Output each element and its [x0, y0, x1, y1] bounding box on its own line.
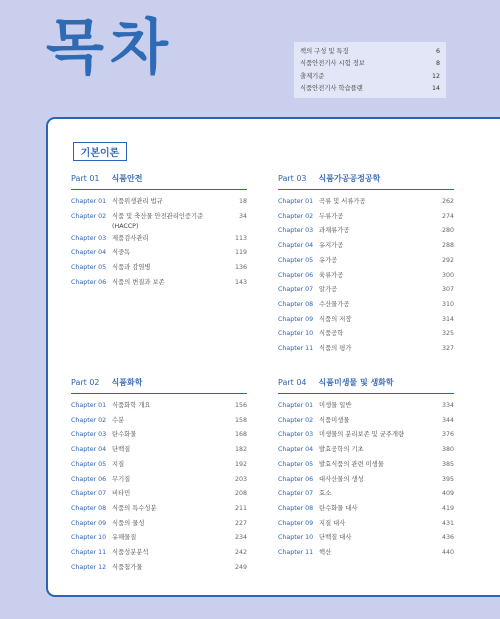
- chapter-page: 385: [441, 460, 454, 468]
- part-number: Part 02: [71, 378, 100, 387]
- chapter-title: 식품의 평가: [319, 345, 352, 353]
- chapter-number: Chapter 12: [71, 563, 107, 571]
- chapter-title: 효소: [319, 490, 332, 498]
- chapter-title: 단백질: [112, 446, 131, 454]
- chapter-number: Chapter 03: [278, 227, 314, 235]
- chapter-page: 280: [441, 227, 454, 235]
- chapter-title: 식품위생관리 법규: [112, 198, 163, 205]
- chapter-number: Chapter 04: [278, 242, 314, 250]
- chapter-number: Chapter 08: [71, 504, 107, 512]
- chapter-row[interactable]: [278, 327, 454, 342]
- chapter-number: Chapter 11: [278, 345, 314, 353]
- chapter-number: Chapter 06: [71, 278, 107, 286]
- intro-item[interactable]: 식품안전기사 학습플랜 14: [300, 85, 440, 93]
- chapter-page: 327: [441, 345, 454, 353]
- section-label: 기본이론: [73, 142, 127, 161]
- chapter-number: Chapter 10: [278, 534, 314, 542]
- chapter-page: 18: [238, 198, 247, 205]
- part-title: 식품화학: [111, 378, 143, 387]
- chapter-page: 227: [234, 519, 247, 527]
- chapter-number: Chapter 03: [71, 234, 107, 242]
- intro-item[interactable]: 식품안전기사 시험 정보 8: [300, 60, 440, 68]
- chapter-row[interactable]: [278, 546, 454, 561]
- chapter-page: 203: [234, 475, 247, 483]
- chapter-title: 유가공: [319, 256, 338, 264]
- chapter-page: 158: [234, 416, 247, 424]
- chapter-row[interactable]: [278, 239, 454, 254]
- chapter-page: 192: [234, 460, 247, 468]
- chapter-title: 탄수화물 대사: [319, 504, 358, 512]
- chapter-title: 식품의 변질과 보존: [112, 278, 165, 286]
- chapter-row[interactable]: [71, 458, 247, 473]
- chapter-number: Chapter 05: [71, 460, 107, 468]
- chapter-row[interactable]: [278, 517, 454, 532]
- chapter-page: 334: [441, 402, 454, 409]
- chapter-page: 409: [441, 490, 454, 498]
- chapter-row[interactable]: [278, 458, 454, 473]
- chapter-number: Chapter 02: [278, 416, 314, 424]
- chapter-title: 제품검사관리: [112, 234, 149, 242]
- chapter-page: 136: [234, 264, 247, 272]
- chapter-number: Chapter 05: [71, 264, 107, 272]
- chapter-row[interactable]: [71, 546, 247, 561]
- chapter-row[interactable]: [278, 443, 454, 458]
- chapter-title: 유지가공: [319, 242, 344, 250]
- chapter-number: Chapter 10: [278, 330, 314, 338]
- chapter-title: 단백질 대사: [319, 534, 352, 542]
- chapter-page: 249: [234, 563, 247, 571]
- chapter-page: 234: [234, 534, 247, 542]
- chapter-page: 344: [441, 416, 454, 424]
- chapter-row[interactable]: [71, 517, 247, 532]
- chapter-title: 유해물질: [112, 534, 137, 542]
- chapter-number: Chapter 06: [278, 271, 314, 279]
- chapter-title: 식품의 물성: [112, 519, 145, 527]
- part-number: Part 04: [278, 378, 307, 387]
- chapter-title: 지질 대사: [319, 519, 346, 527]
- chapter-title: 비타민: [112, 490, 131, 498]
- chapter-page: 307: [441, 286, 454, 294]
- chapter-number: Chapter 09: [278, 519, 314, 527]
- chapter-title: 식품 및 축산물 안전관리인증기준 (HACCP): [112, 212, 204, 230]
- chapter-row[interactable]: [278, 487, 454, 502]
- chapter-number: Chapter 08: [278, 504, 314, 512]
- chapter-row[interactable]: [278, 313, 454, 328]
- chapter-number: Chapter 06: [71, 475, 107, 483]
- chapter-row[interactable]: [71, 414, 247, 429]
- chapter-row[interactable]: [278, 428, 454, 443]
- chapter-page: 262: [441, 198, 454, 205]
- chapter-title: 식중독: [112, 249, 131, 257]
- chapter-row[interactable]: [71, 443, 247, 458]
- chapter-row[interactable]: [71, 261, 247, 276]
- chapter-number: Chapter 03: [278, 431, 314, 439]
- chapter-row[interactable]: [278, 224, 454, 239]
- chapter-page: 288: [441, 242, 454, 250]
- chapter-number: Chapter 04: [71, 446, 107, 454]
- chapter-number: Chapter 02: [71, 212, 107, 220]
- chapter-title: 발효공학의 기초: [319, 446, 364, 454]
- part-heading: [278, 173, 454, 190]
- part-title: 식품미생물 및 생화학: [318, 378, 394, 387]
- chapter-number: Chapter 01: [278, 198, 314, 205]
- chapter-title: 식품화학 개요: [112, 402, 151, 409]
- chapter-row[interactable]: [71, 210, 247, 232]
- chapter-row[interactable]: [71, 195, 247, 210]
- part-heading: [278, 377, 454, 394]
- chapter-page: 182: [234, 446, 247, 454]
- chapter-page: 325: [441, 330, 454, 338]
- chapter-page: 143: [234, 278, 247, 286]
- chapter-number: Chapter 09: [71, 519, 107, 527]
- chapter-page: 310: [441, 300, 454, 308]
- chapter-row[interactable]: [71, 473, 247, 488]
- chapter-title: 수산물가공: [319, 300, 350, 308]
- chapter-page: 431: [441, 519, 454, 527]
- part-section: [71, 377, 247, 575]
- chapter-number: Chapter 01: [71, 402, 107, 409]
- chapter-number: Chapter 05: [278, 256, 314, 264]
- part-section: [278, 377, 454, 561]
- chapter-title: 알가공: [319, 286, 338, 294]
- chapter-row[interactable]: [71, 428, 247, 443]
- chapter-page: 300: [441, 271, 454, 279]
- chapter-row[interactable]: [278, 502, 454, 517]
- chapter-page: 168: [234, 431, 247, 439]
- chapter-page: 376: [441, 431, 454, 439]
- chapter-row[interactable]: [278, 254, 454, 269]
- chapter-row[interactable]: [278, 473, 454, 488]
- part-section: [71, 173, 247, 291]
- chapter-row[interactable]: [278, 269, 454, 284]
- chapter-page: 34: [238, 212, 247, 220]
- chapter-title: 탄수화물: [112, 431, 137, 439]
- chapter-page: 419: [441, 504, 454, 512]
- intro-item[interactable]: 출제기준 12: [300, 72, 440, 80]
- chapter-row[interactable]: [278, 195, 454, 210]
- chapter-row[interactable]: [71, 399, 247, 414]
- chapter-page: 380: [441, 446, 454, 454]
- chapter-number: Chapter 06: [278, 475, 314, 483]
- chapter-number: Chapter 07: [278, 286, 314, 294]
- chapter-page: 113: [234, 234, 247, 242]
- chapter-row[interactable]: [71, 531, 247, 546]
- chapter-number: Chapter 11: [278, 549, 314, 557]
- chapter-row[interactable]: [278, 531, 454, 546]
- chapter-number: Chapter 05: [278, 460, 314, 468]
- intro-item[interactable]: 책의 구성 및 특징 6: [300, 48, 440, 55]
- chapter-title: 식품의 저장: [319, 315, 352, 323]
- part-number: Part 01: [71, 174, 100, 183]
- chapter-page: 314: [441, 315, 454, 323]
- chapter-row[interactable]: [71, 502, 247, 517]
- chapter-row[interactable]: [278, 399, 454, 414]
- chapter-title: 지질: [112, 460, 125, 468]
- chapter-number: Chapter 01: [71, 198, 107, 205]
- chapter-number: Chapter 04: [71, 249, 107, 257]
- chapter-row[interactable]: [71, 232, 247, 247]
- chapter-title: 수분: [112, 416, 125, 424]
- page-title: 목차: [46, 13, 174, 83]
- chapter-title: 육류가공: [319, 271, 344, 279]
- chapter-title: 과채류가공: [319, 227, 350, 235]
- chapter-title: 곡류 및 서류가공: [319, 198, 366, 205]
- chapter-title: 식품의 특수성분: [112, 504, 157, 512]
- chapter-row[interactable]: [71, 246, 247, 261]
- chapter-row[interactable]: [278, 210, 454, 225]
- chapter-number: Chapter 11: [71, 549, 107, 557]
- chapter-number: Chapter 09: [278, 315, 314, 323]
- chapter-number: Chapter 07: [278, 490, 314, 498]
- chapter-title: 핵산: [319, 549, 332, 557]
- chapter-page: 292: [441, 256, 454, 264]
- part-section: [278, 173, 454, 357]
- chapter-row[interactable]: [278, 342, 454, 357]
- chapter-row[interactable]: [278, 283, 454, 298]
- chapter-row[interactable]: [278, 298, 454, 313]
- chapter-number: Chapter 01: [278, 402, 314, 409]
- part-heading: [71, 377, 247, 394]
- part-title: 식품가공공정공학: [318, 174, 381, 183]
- chapter-page: 208: [234, 490, 247, 498]
- chapter-page: 440: [441, 549, 454, 557]
- part-heading: [71, 173, 247, 190]
- part-title: 식품안전: [111, 174, 143, 183]
- chapter-number: Chapter 04: [278, 446, 314, 454]
- chapter-number: Chapter 07: [71, 490, 107, 498]
- chapter-title: 식품과 감염병: [112, 264, 151, 272]
- chapter-title: 대사산물의 생성: [319, 475, 364, 483]
- chapter-page: 274: [441, 212, 454, 220]
- chapter-row[interactable]: [71, 561, 247, 576]
- chapter-title: 무기질: [112, 475, 131, 483]
- chapter-number: Chapter 10: [71, 534, 107, 542]
- chapter-page: 156: [234, 402, 247, 409]
- chapter-row[interactable]: [71, 487, 247, 502]
- chapter-row[interactable]: [71, 276, 247, 291]
- chapter-title: 미생물 일반: [319, 402, 352, 409]
- chapter-number: Chapter 08: [278, 300, 314, 308]
- chapter-page: 395: [441, 475, 454, 483]
- chapter-page: 242: [234, 549, 247, 557]
- chapter-title: 식품미생물: [319, 416, 350, 424]
- chapter-page: 436: [441, 534, 454, 542]
- chapter-page: 119: [234, 249, 247, 257]
- chapter-title: 미생물의 분리보존 및 균주개량: [319, 431, 405, 439]
- part-number: Part 03: [278, 174, 307, 183]
- chapter-number: Chapter 02: [71, 416, 107, 424]
- chapter-row[interactable]: [278, 414, 454, 429]
- chapter-number: Chapter 02: [278, 212, 314, 220]
- intro-list: [294, 42, 446, 98]
- chapter-title: 식품첨가물: [112, 563, 143, 571]
- chapter-title: 식품공학: [319, 330, 344, 338]
- chapter-page: 211: [234, 504, 247, 512]
- chapter-title: 두류가공: [319, 212, 344, 220]
- chapter-title: 식품성분분석: [112, 549, 149, 557]
- chapter-number: Chapter 03: [71, 431, 107, 439]
- chapter-title: 발효식품의 관련 미생물: [319, 460, 384, 468]
